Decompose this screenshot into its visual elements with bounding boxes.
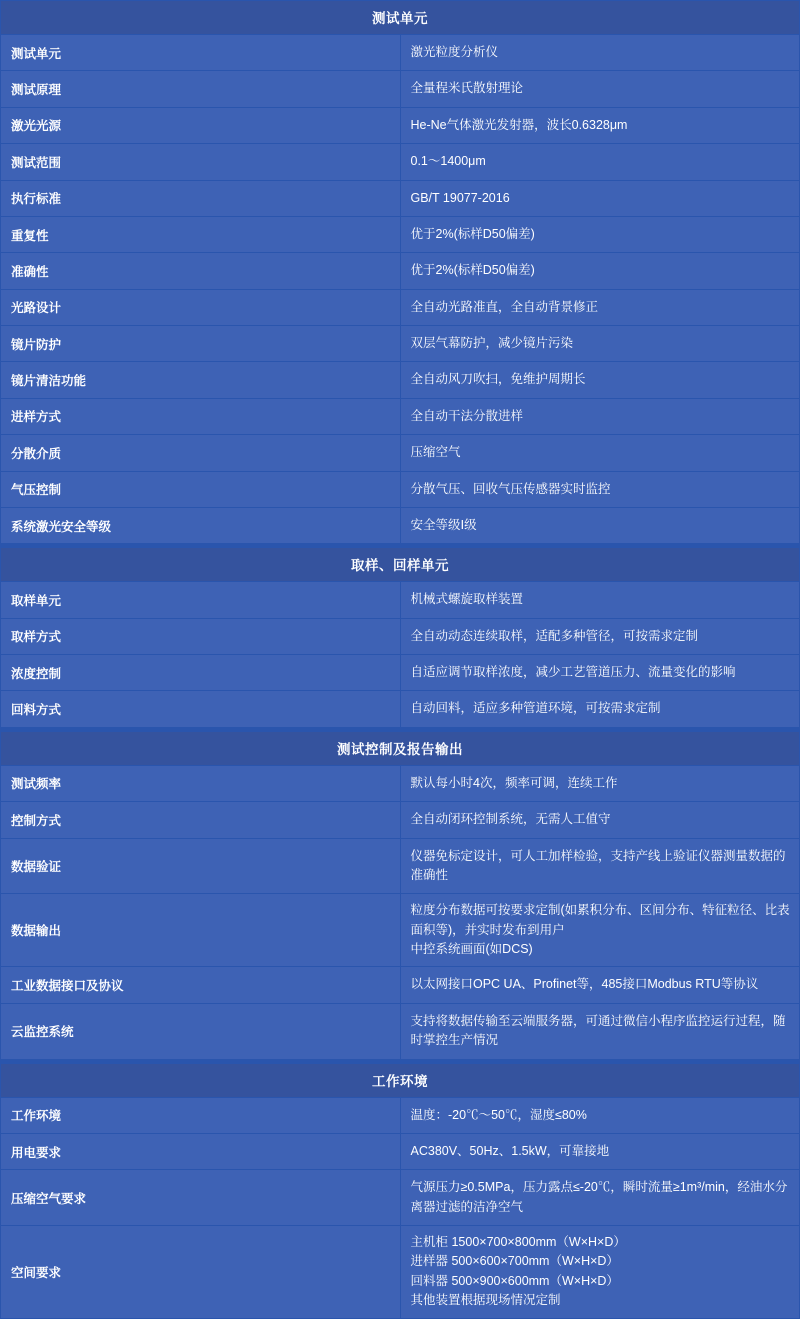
- table-row: [1, 253, 800, 289]
- table-row: [1, 507, 800, 543]
- row-value: He-Ne气体激光发射器，波长0.6328μm: [400, 107, 800, 143]
- row-value: 全自动风刀吹扫，免维护周期长: [400, 362, 800, 398]
- row-value: 全自动干法分散进样: [400, 398, 800, 434]
- row-value: 压缩空气: [400, 435, 800, 471]
- row-value: GB/T 19077-2016: [400, 180, 800, 216]
- table-row: [1, 71, 800, 107]
- table-row: [1, 1170, 800, 1226]
- row-value-line: 主机柜 1500×700×800mm（W×H×D）: [410, 1235, 626, 1249]
- row-label: 测试原理: [1, 71, 401, 107]
- section-header-row: [1, 548, 800, 582]
- row-value: 全自动动态连续取样，适配多种管径，可按需求定制: [400, 618, 800, 654]
- row-label: 进样方式: [1, 398, 401, 434]
- row-value: 分散气压、回收气压传感器实时监控: [400, 471, 800, 507]
- table-row: [1, 838, 800, 894]
- row-label: 执行标准: [1, 180, 401, 216]
- row-value: 支持将数据传输至云端服务器，可通过微信小程序监控运行过程，随时掌控生产情况: [400, 1003, 800, 1059]
- table-row: [1, 802, 800, 838]
- row-value: 优于2%(标样D50偏差): [400, 253, 800, 289]
- row-value: 以太网接口OPC UA、Profinet等，485接口Modbus RTU等协议: [400, 967, 800, 1003]
- section-header-row: [1, 1063, 800, 1097]
- row-label: 重复性: [1, 216, 401, 252]
- row-label: 分散介质: [1, 435, 401, 471]
- row-label: 激光光源: [1, 107, 401, 143]
- row-label: 取样单元: [1, 582, 401, 618]
- row-label: 云监控系统: [1, 1003, 401, 1059]
- row-value-line: 进样器 500×600×700mm（W×H×D）: [410, 1254, 619, 1269]
- table-row: [1, 691, 800, 727]
- row-label: 光路设计: [1, 289, 401, 325]
- table-row: [1, 618, 800, 654]
- table-row: [1, 362, 800, 398]
- row-value: 0.1～1400μm: [400, 144, 800, 180]
- row-value: 自动回料，适应多种管道环境，可按需求定制: [400, 691, 800, 727]
- table-row: [1, 398, 800, 434]
- section-title: 测试单元: [1, 1, 800, 35]
- table-row: [1, 180, 800, 216]
- section-title: 工作环境: [1, 1063, 800, 1097]
- row-value: 温度：-20℃～50℃，湿度≤80%: [400, 1097, 800, 1133]
- table-row: [1, 144, 800, 180]
- row-value-line: 中控系统画面(如DCS): [410, 942, 533, 956]
- row-value: 气源压力≥0.5MPa，压力露点≤-20℃，瞬时流量≥1m³/min，经油水分离器过滤的洁净空气: [400, 1170, 800, 1226]
- row-value-line: 回料器 500×900×600mm（W×H×D）: [410, 1273, 619, 1288]
- spec-table-body: [1, 1, 800, 1319]
- table-row: [1, 107, 800, 143]
- section-title: 测试控制及报告输出: [1, 731, 800, 765]
- row-value: [400, 894, 800, 967]
- row-value: 全自动闭环控制系统，无需人工值守: [400, 802, 800, 838]
- table-row: [1, 289, 800, 325]
- section-header-row: [1, 731, 800, 765]
- row-label: 工作环境: [1, 1097, 401, 1133]
- row-value: 安全等级Ⅰ级: [400, 507, 800, 543]
- table-row: [1, 1097, 800, 1133]
- row-label: 测试范围: [1, 144, 401, 180]
- row-label: 数据输出: [1, 894, 401, 967]
- section-header-row: [1, 1, 800, 35]
- row-label: 空间要求: [1, 1226, 401, 1319]
- row-value-line: 粒度分布数据可按要求定制(如累积分布、区间分布、特征粒径、比表面积等)，并实时发布到用户: [410, 903, 790, 937]
- row-value: 双层气幕防护，减少镜片污染: [400, 326, 800, 362]
- table-row: [1, 1003, 800, 1059]
- row-label: 压缩空气要求: [1, 1170, 401, 1226]
- row-label: 气压控制: [1, 471, 401, 507]
- row-label: 准确性: [1, 253, 401, 289]
- table-row: [1, 582, 800, 618]
- row-label: 回料方式: [1, 691, 401, 727]
- table-row: [1, 894, 800, 967]
- row-value: 优于2%(标样D50偏差): [400, 216, 800, 252]
- row-value: 仪器免标定设计，可人工加样检验，支持产线上验证仪器测量数据的准确性: [400, 838, 800, 894]
- row-value: AC380V、50Hz、1.5kW，可靠接地: [400, 1133, 800, 1169]
- row-label: 镜片防护: [1, 326, 401, 362]
- row-label: 测试单元: [1, 35, 401, 71]
- row-value: 全自动光路准直，全自动背景修正: [400, 289, 800, 325]
- row-label: 测试频率: [1, 765, 401, 801]
- row-label: 浓度控制: [1, 655, 401, 691]
- table-row: [1, 471, 800, 507]
- row-value: 激光粒度分析仪: [400, 35, 800, 71]
- row-label: 数据验证: [1, 838, 401, 894]
- table-row: [1, 765, 800, 801]
- table-row: [1, 326, 800, 362]
- table-row: [1, 1226, 800, 1319]
- table-row: [1, 35, 800, 71]
- table-row: [1, 1133, 800, 1169]
- row-label: 控制方式: [1, 802, 401, 838]
- row-value: 全量程米氏散射理论: [400, 71, 800, 107]
- row-label: 系统激光安全等级: [1, 507, 401, 543]
- row-value-line: 其他装置根据现场情况定制: [410, 1293, 561, 1308]
- row-label: 工业数据接口及协议: [1, 967, 401, 1003]
- row-label: 用电要求: [1, 1133, 401, 1169]
- row-value: 自适应调节取样浓度，减少工艺管道压力、流量变化的影响: [400, 655, 800, 691]
- row-value: [400, 1226, 800, 1319]
- row-value: 默认每小时4次，频率可调，连续工作: [400, 765, 800, 801]
- table-row: [1, 967, 800, 1003]
- section-title: 取样、回样单元: [1, 548, 800, 582]
- table-row: [1, 655, 800, 691]
- table-row: [1, 435, 800, 471]
- row-value: 机械式螺旋取样装置: [400, 582, 800, 618]
- row-label: 取样方式: [1, 618, 401, 654]
- row-label: 镜片清洁功能: [1, 362, 401, 398]
- table-row: [1, 216, 800, 252]
